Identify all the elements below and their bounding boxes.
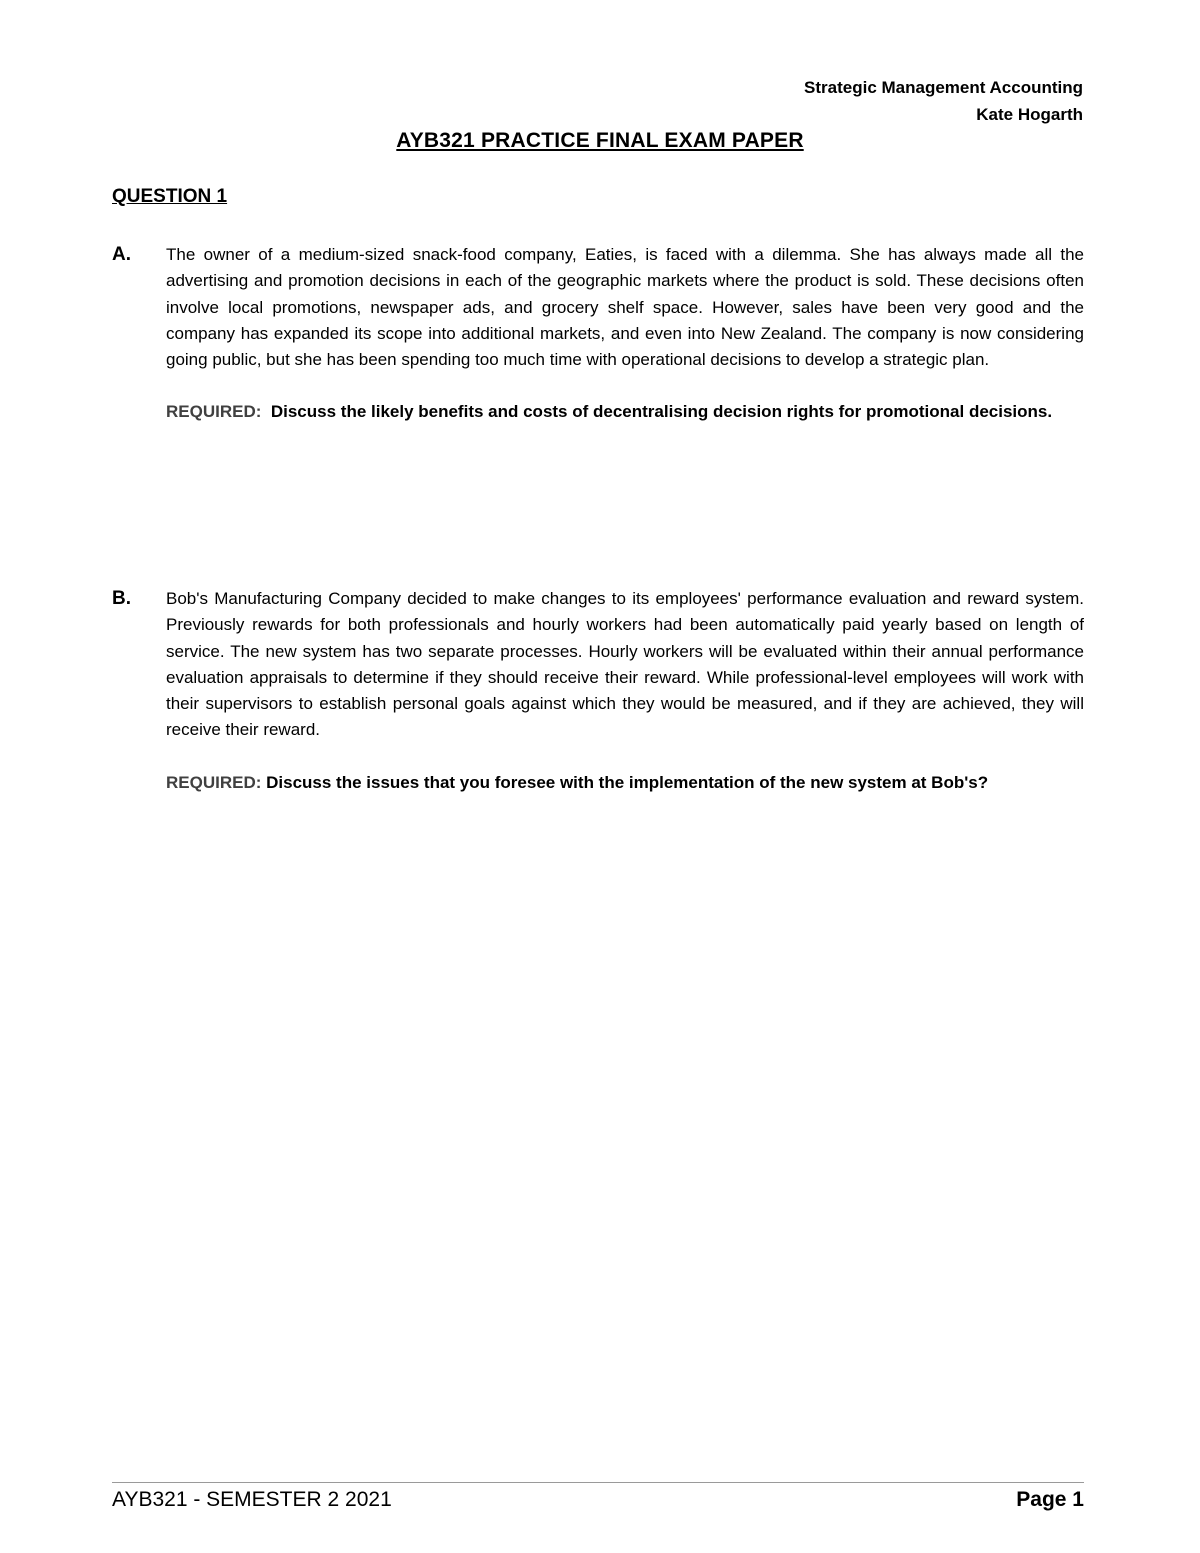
footer-divider <box>112 1482 1084 1483</box>
footer-page-number: Page 1 <box>1016 1488 1084 1511</box>
header-course-name: Strategic Management Accounting <box>804 78 1083 97</box>
document-title: AYB321 PRACTICE FINAL EXAM PAPER <box>396 129 804 152</box>
header-author: Kate Hogarth <box>976 105 1083 124</box>
part-a-required-label: REQUIRED: <box>166 402 262 422</box>
part-b-required-label: REQUIRED: <box>166 772 262 792</box>
part-b-required <box>166 770 1084 796</box>
question-part-a <box>112 242 1084 426</box>
part-b-letter: B. <box>112 588 131 609</box>
running-header <box>804 74 1083 128</box>
part-b-body: Bob's Manufacturing Company decided to make changes to its employees' performance evaluation and reward system. Previously rewards for both professionals and hourly workers had been automatically paid yearly based on length of service. The new system has two separate processes. Hourly workers will be evaluated within their annual performance evaluation appraisals to determine if they should receive their reward. While professional-level employees will work with their supervisors to establish personal goals against which they would be measured, and if they are achieved, they will receive their reward. <box>166 589 1084 740</box>
part-a-body: The owner of a medium-sized snack-food company, Eaties, is faced with a dilemma. She has always made all the advertising and promotion decisions in each of the geographic markets where the product is sold. These decisions often involve local promotions, newspaper ads, and grocery shelf space. However, sales have been very good and the company has expanded its scope into additional markets, and even into New Zealand. The company is now considering going public, but she has been spending too much time with operational decisions to develop a strategic plan. <box>166 245 1084 370</box>
footer-course-semester: AYB321 - SEMESTER 2 2021 <box>112 1488 392 1511</box>
part-a-required <box>166 399 1084 425</box>
question-heading: QUESTION 1 <box>112 186 228 207</box>
question-part-b <box>112 586 1084 796</box>
part-a-required-text: Discuss the likely benefits and costs of decentralising decision rights for promotional decisions. <box>261 402 1053 422</box>
part-a-letter: A. <box>112 244 131 265</box>
part-b-required-text: Discuss the issues that you foresee with the implementation of the new system at Bob's? <box>261 772 989 792</box>
